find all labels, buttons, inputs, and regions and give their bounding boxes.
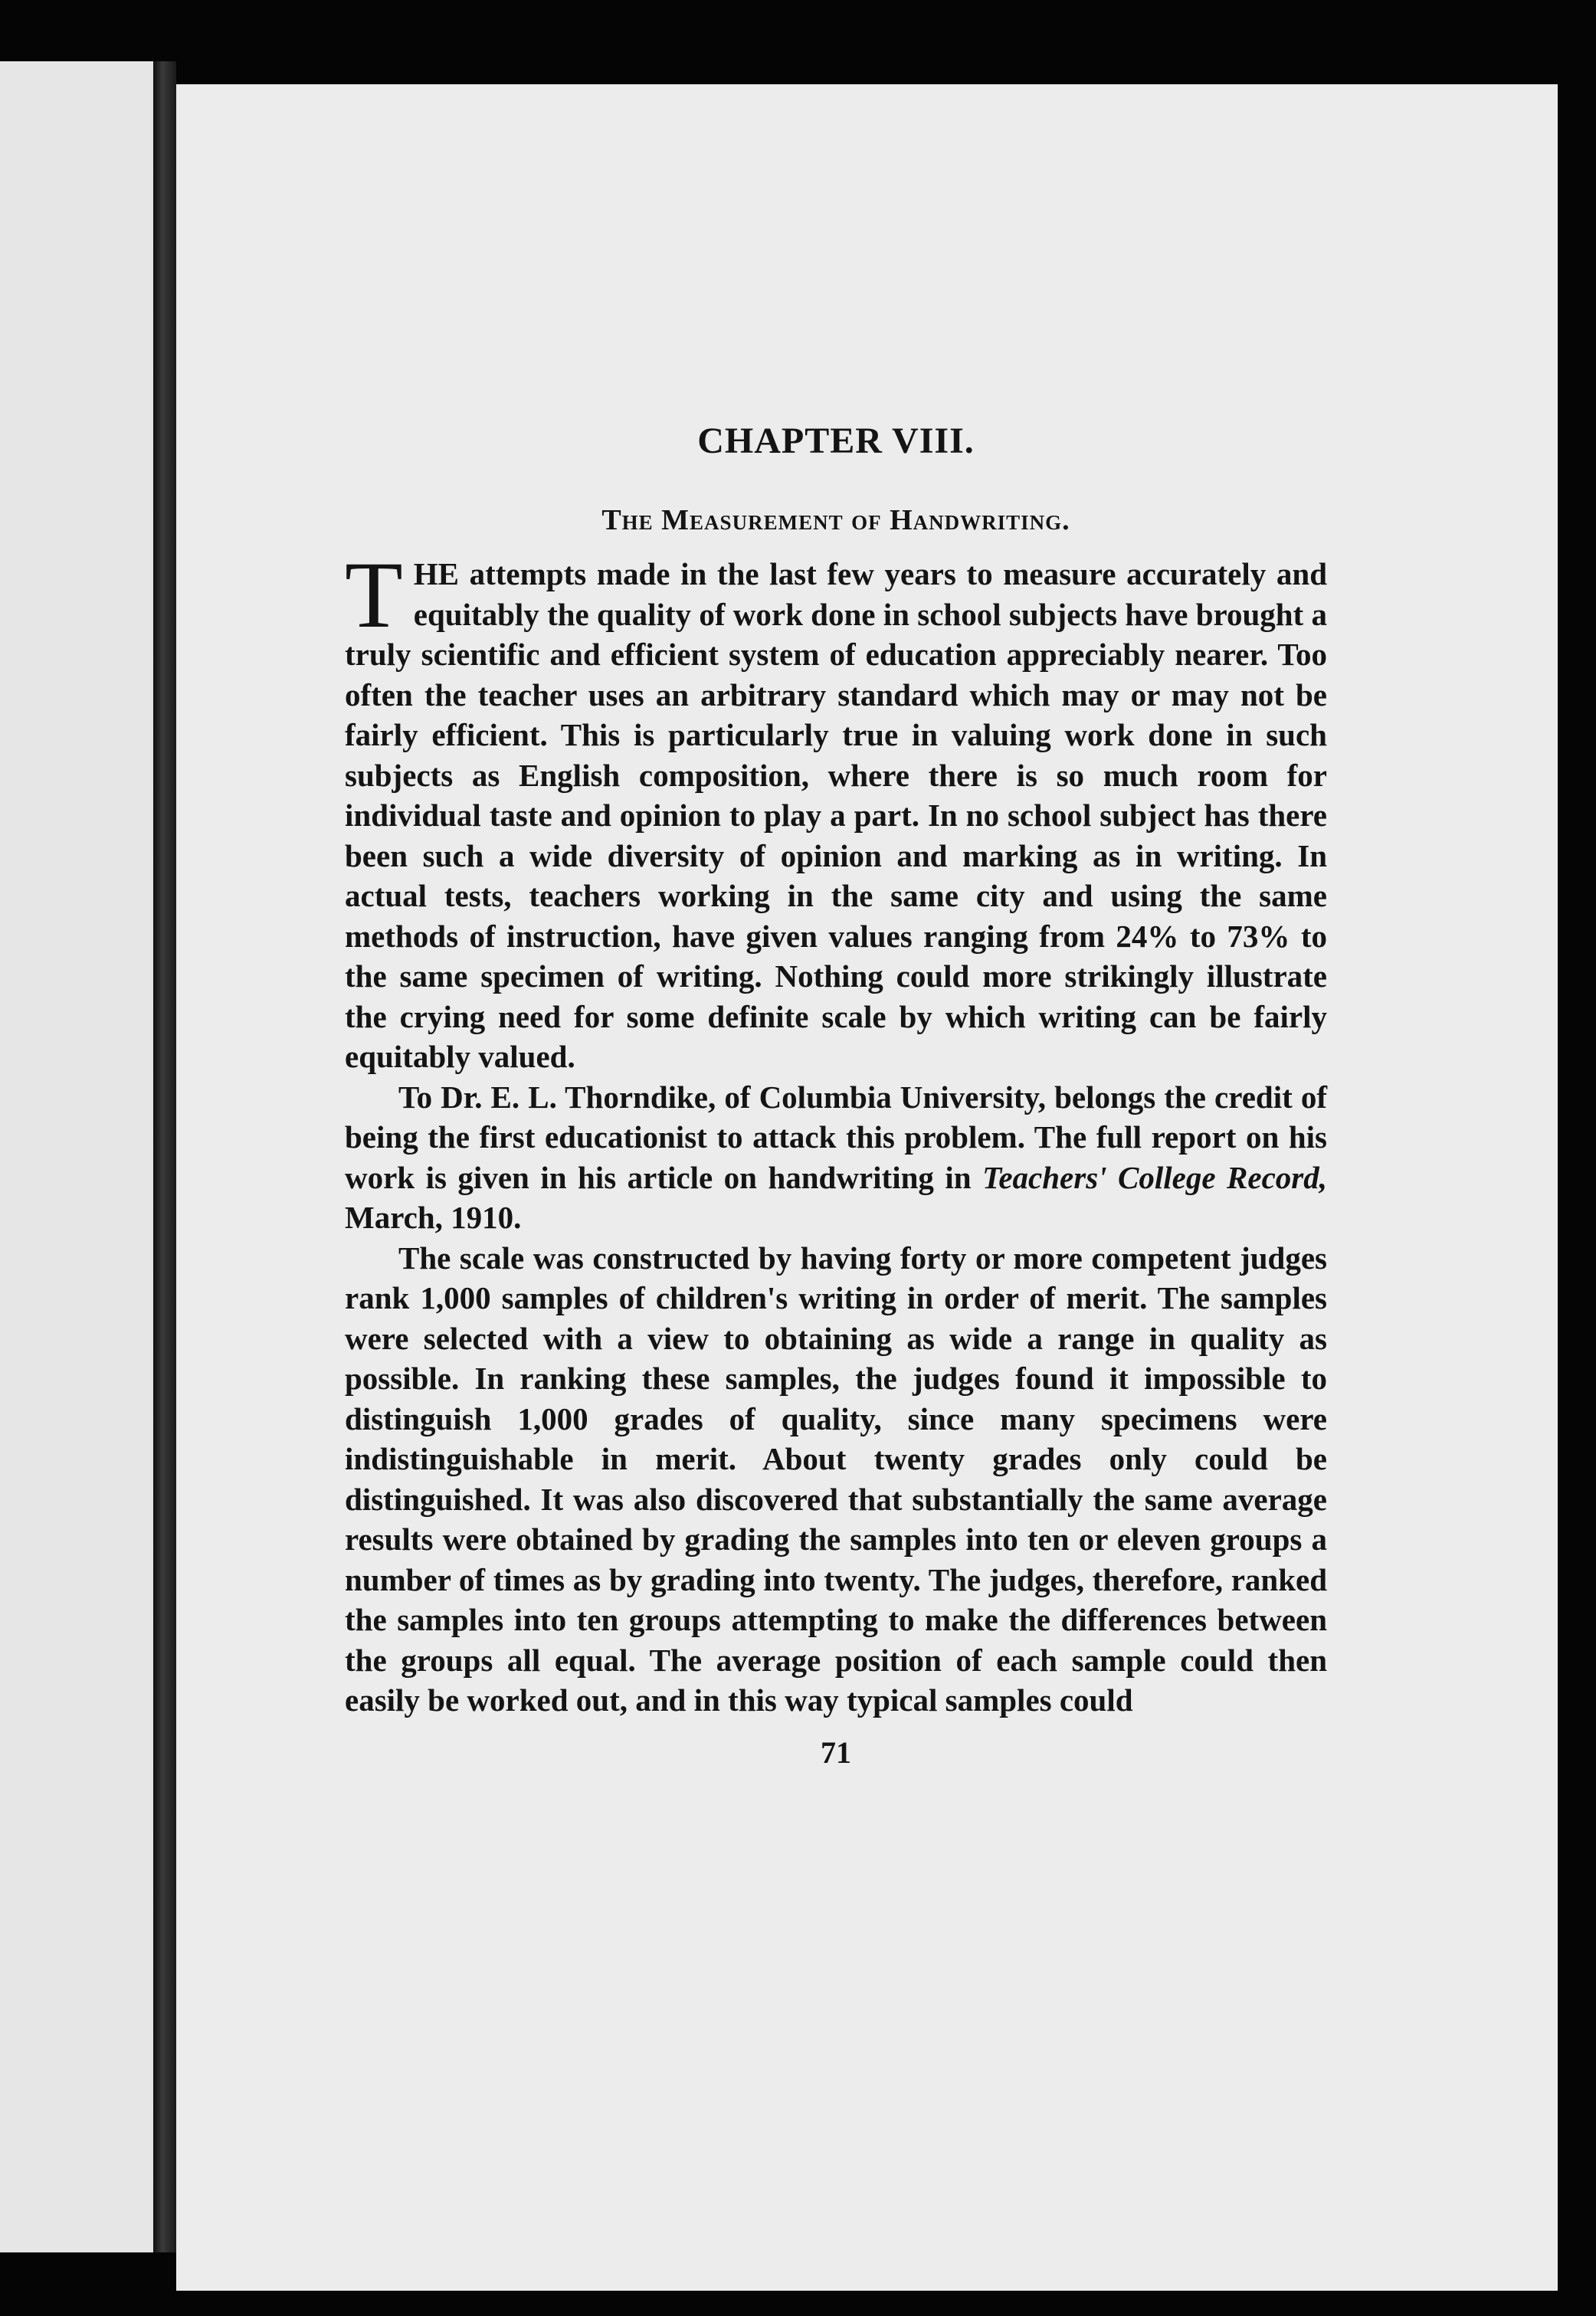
page-text-column — [345, 420, 1327, 1771]
journal-title: Teachers' College Record, — [982, 1159, 1327, 1195]
paragraph-1 — [345, 542, 1327, 1077]
page-number: 71 — [821, 1735, 851, 1770]
paragraph-2-text-a: To Dr. E. L. Thorndike, of Columbia University, belongs the credit of being the first educationist to attack this problem. The full report on his work is given in his article on handwriting in — [345, 1079, 1327, 1195]
section-title: The Measurement of Handwriting. — [601, 504, 1070, 536]
paragraph-3: The scale was constructed by having forty or more competent judges rank 1,000 samples of children's writing in order of merit. The samples were selected with a view to obtaining as wide a range in quality as possible. In ranking these samples, the judges found it impossible to distinguish 1,000 grades of quality, since many specimens were indistinguishable in merit. About twenty grades only could be distinguished. It was also discovered that substantially the same average results were obtained by grading the samples into ten or eleven groups a number of times as by grading into twenty. The judges, therefore, ranked the samples into ten groups attempting to make the differences between the groups all equal. The average position of each sample could then easily be worked out, and in this way typical samples could — [345, 1240, 1327, 1718]
book-gutter — [153, 61, 176, 2252]
drop-cap: T — [345, 542, 403, 647]
paragraph-2-text-b: March, 1910. — [345, 1200, 522, 1235]
paragraph-1-text: HE attempts made in the last few years to measure accurately and equitably the quality of work done in school subjects have brought a truly scientific and efficient system of education appreciably nearer. Too often the teacher uses an arbitrary standard which may or may not be fairly efficient. This is particularly true in valuing work done in such subjects as English composition, where there is so much room for individual taste and opinion to play a part. In no school subject has there been such a wide diversity of opinion and marking as in writing. In actual tests, teachers working in the same city and using the same methods of instruction, have given values ranging from 24% to 73% to the same specimen of writing. Nothing could more strikingly illustrate the crying need for some definite scale by which writing can be fairly equitably valued. — [345, 556, 1327, 1074]
paragraph-2 — [345, 1077, 1327, 1238]
chapter-title: CHAPTER VIII. — [697, 421, 975, 461]
left-page-edge — [0, 61, 158, 2252]
